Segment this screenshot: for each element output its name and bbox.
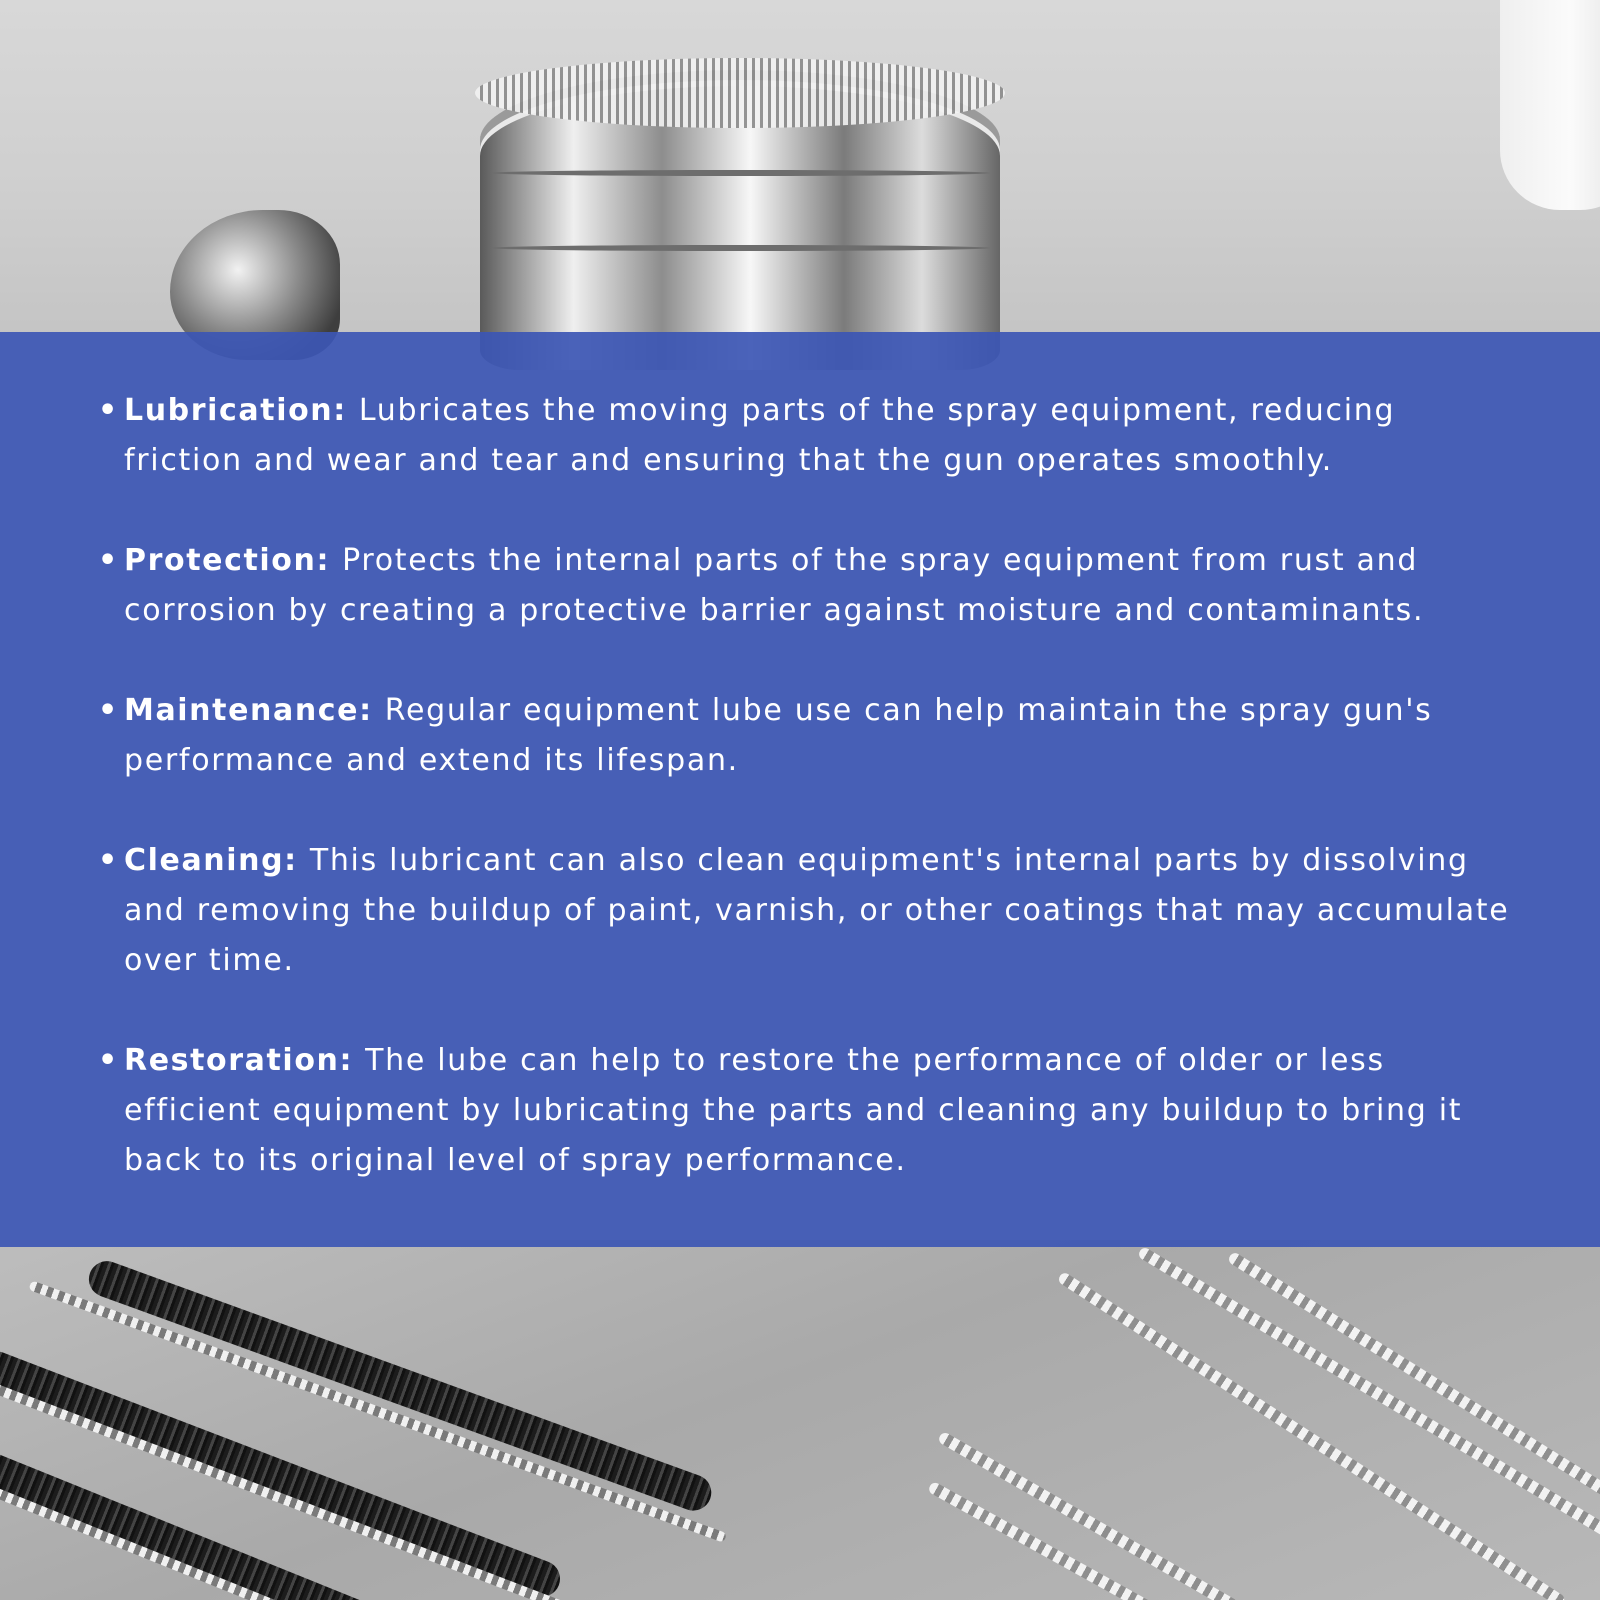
benefits-list — [98, 386, 1518, 1236]
cup-groove — [490, 170, 990, 176]
benefit-text: Protects the internal parts of the spray equipment from rust and corrosion by creating a protective barrier against moisture and contaminants. — [124, 543, 1425, 628]
benefit-label: Maintenance: — [124, 693, 385, 728]
background-bottom — [0, 1240, 1600, 1600]
benefit-item-lubrication — [98, 386, 1518, 486]
bullet-icon: • — [98, 543, 119, 578]
benefit-text: This lubricant can also clean equipment's internal parts by dissolving and removing the buildup of paint, varnish, or other coatings that may accumulate over time. — [124, 843, 1510, 978]
benefit-text: Lubricates the moving parts of the spray equipment, reducing friction and wear and tear and ensuring that the gun operates smoothly. — [124, 393, 1396, 478]
benefit-text: The lube can help to restore the performance of older or less efficient equipment by lubricating the parts and cleaning any buildup to bring it back to its original level of spray performance. — [124, 1043, 1463, 1178]
benefit-item-protection — [98, 536, 1518, 636]
cup-groove — [490, 245, 990, 251]
benefit-item-maintenance — [98, 686, 1518, 786]
benefit-item-restoration — [98, 1036, 1518, 1186]
bullet-icon: • — [98, 693, 119, 728]
bullet-icon: • — [98, 843, 119, 878]
airbrush-cup-rim — [475, 58, 1005, 128]
benefit-label: Protection: — [124, 543, 343, 578]
benefit-item-cleaning — [98, 836, 1518, 986]
benefit-label: Lubrication: — [124, 393, 359, 428]
bottle-icon — [1500, 0, 1600, 210]
benefit-text: Regular equipment lube use can help maintain the spray gun's performance and extend its lifespan. — [124, 693, 1433, 778]
benefit-label: Restoration: — [124, 1043, 366, 1078]
benefit-label: Cleaning: — [124, 843, 310, 878]
bullet-icon: • — [98, 393, 119, 428]
bullet-icon: • — [98, 1043, 119, 1078]
